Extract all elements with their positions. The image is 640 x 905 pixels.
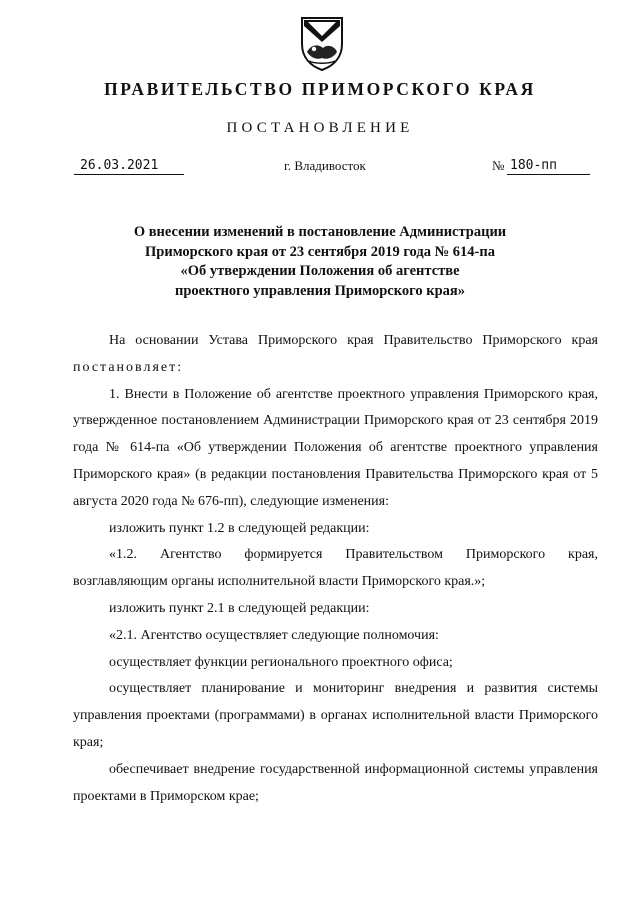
subject-line: О внесении изменений в постановление Администрации: [133, 224, 507, 240]
paragraph: осуществляет функции регионального проектного офиса;: [109, 654, 453, 670]
paragraph: изложить пункт 1.2 в следующей редакции:: [109, 520, 370, 536]
paragraph: осуществляет планирование и мониторинг внедрения и развития системы управления проектами (программами) в органах исполнительной власти Приморского края;: [73, 681, 598, 750]
decree-word: постановляет:: [73, 359, 184, 375]
document-body: [73, 328, 598, 810]
document-date: 26.03.2021: [74, 158, 184, 175]
document-city: г. Владивосток: [284, 158, 366, 173]
paragraph: изложить пункт 2.1 в следующей редакции:: [109, 600, 370, 616]
subject-line: проектного управления Приморского края»: [175, 282, 465, 299]
paragraph: обеспечивает внедрение государственной информационной системы управления проектами в Приморском крае;: [73, 761, 598, 804]
document-type: ПОСТАНОВЛЕНИЕ: [226, 120, 414, 136]
document-subject: [0, 223, 640, 301]
number-sign: №: [492, 158, 505, 173]
government-title: ПРАВИТЕЛЬСТВО ПРИМОРСКОГО КРАЯ: [104, 79, 536, 99]
paragraph: «2.1. Агентство осуществляет следующие полномочия:: [109, 627, 439, 643]
intro-paragraph: [73, 328, 598, 382]
intro-text: На основании Устава Приморского края Правительство Приморского края: [109, 333, 598, 348]
coat-of-arms-emblem: [299, 14, 345, 72]
document-number: 180-пп: [507, 158, 590, 175]
subject-line: «Об утверждении Положения об агентстве: [180, 263, 460, 279]
paragraph: «1.2. Агентство формируется Правительством Приморского края, возглавляющим органы исполнительной власти Приморского края.»;: [73, 547, 598, 590]
subject-line: Приморского края от 23 сентября 2019 года № 614-па: [145, 243, 495, 260]
paragraph: 1. Внести в Положение об агентстве проектного управления Приморского края, утвержденное постановлением Администрации Приморского края от 23 сентября 2019 года № 614-па «Об утверждении Положения об агентстве проектного управления Приморского края» (в редакции постановления Правительства Приморского края от 5 августа 2020 года № 676-пп), следующие изменения:: [73, 386, 598, 509]
